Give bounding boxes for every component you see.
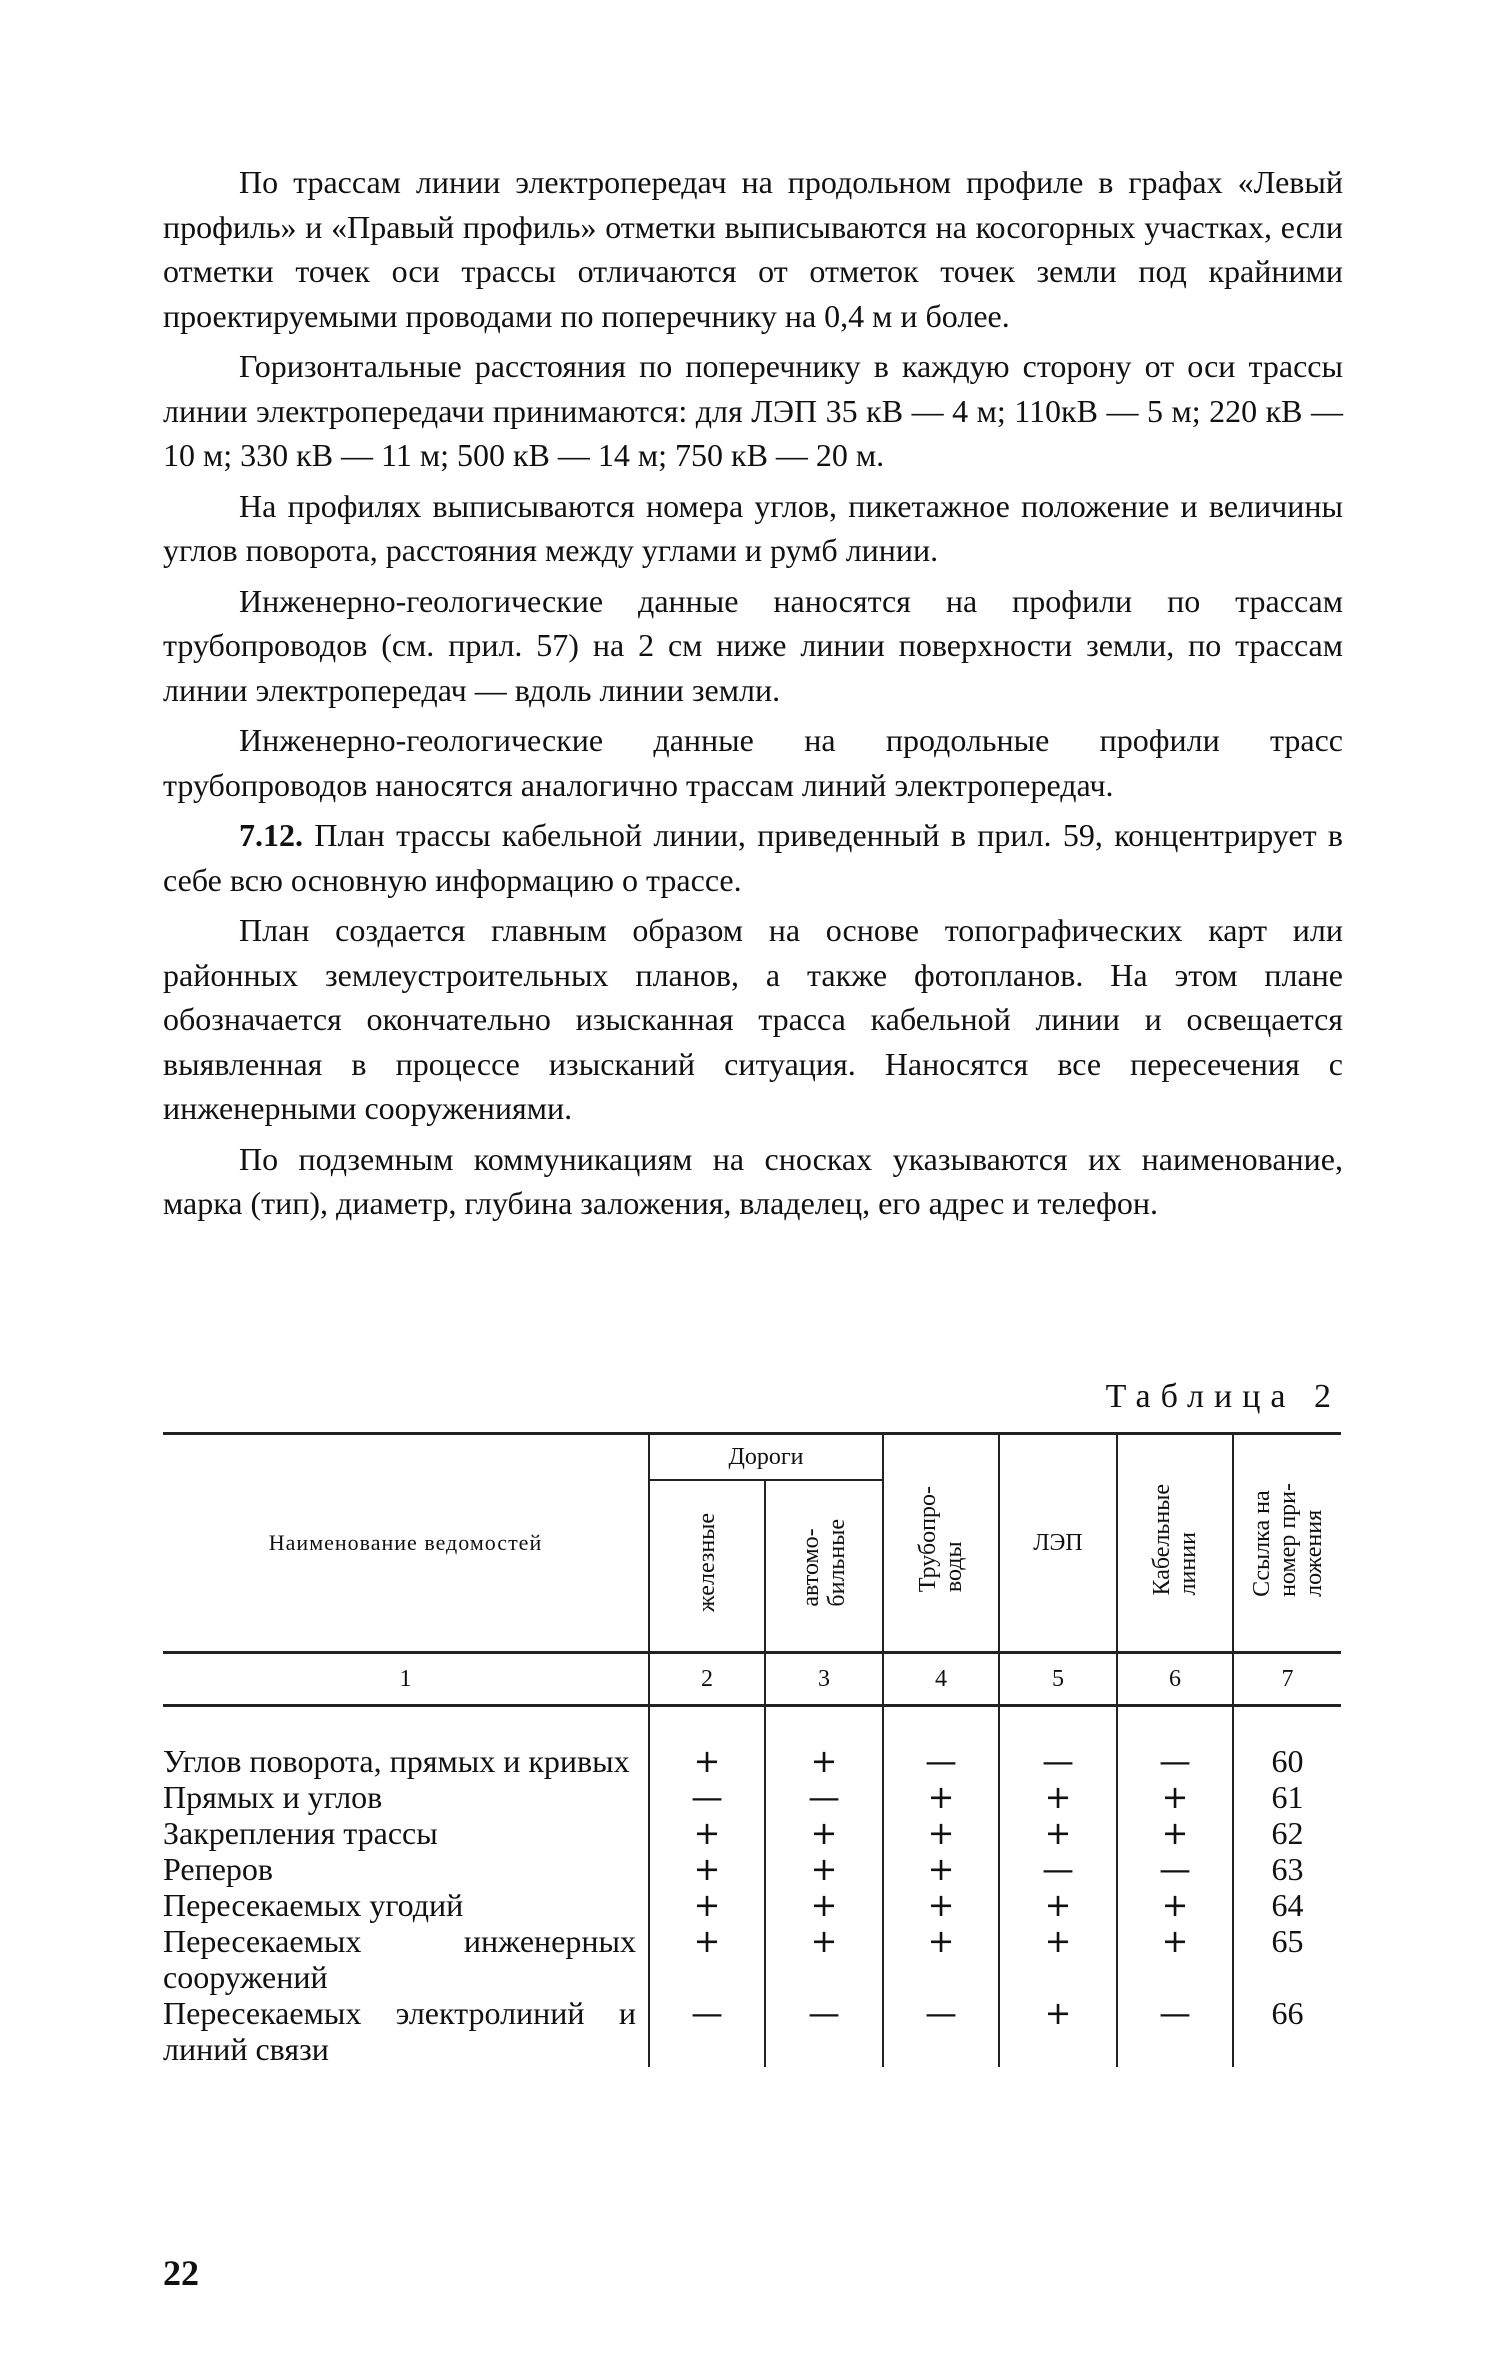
table-caption: Таблица 2: [1105, 1378, 1341, 1415]
paragraph: По трассам линии электропередач на продольном профиле в графах «Левый профиль» и «Правый профиль» отметки выписываются на косогорных участках, если отметки точек оси трассы отличаются от отметок точек земли под крайними проектируемыми проводами по поперечнику на 0,4 м и более.: [163, 164, 1343, 334]
column-number: 2: [649, 1653, 765, 1706]
table-row: Пересекаемых угодий + + + + + 64: [163, 1887, 1341, 1923]
column-number: 5: [999, 1653, 1117, 1706]
body-text: [163, 160, 1343, 1232]
column-number: 3: [765, 1653, 883, 1706]
paragraph: На профилях выписываются номера углов, пикетажное положение и величины углов поворота, расстояния между углами и румб линии.: [163, 487, 1343, 568]
table-row: Пересекаемых электролиний и линий связи — — — + — 66: [163, 1995, 1341, 2067]
paragraph: По подземным коммуникациям на сносках указываются их наименование, марка (тип), диаметр, глубина заложения, владелец, его адрес и телефон.: [163, 1140, 1343, 1221]
header-auto: автомо- бильные: [765, 1480, 883, 1653]
column-number: 6: [1117, 1653, 1233, 1706]
section-number: 7.12.: [239, 817, 303, 853]
header-rail: железные: [649, 1480, 765, 1653]
column-number: 1: [163, 1653, 649, 1706]
column-number: 7: [1233, 1653, 1341, 1706]
header-lep: ЛЭП: [999, 1434, 1117, 1653]
table-row: Закрепления трассы + + + + + 62: [163, 1815, 1341, 1851]
header-ref: Ссылка на номер при- ложения: [1233, 1434, 1341, 1653]
paragraph: Инженерно-геологические данные наносятся на профили по трассам трубопроводов (см. прил. 57) на 2 см ниже линии поверхности земли, по трассам линии электропередач — вдоль линии земли.: [163, 582, 1343, 708]
table-row: Пересекаемых инженерных сооружений + + + + + 65: [163, 1923, 1341, 1995]
header-roads-group: Дороги: [649, 1434, 883, 1481]
paragraph: План создается главным образом на основе топографических карт или районных землеустроительных планов, а также фотопланов. На этом плане обозначается окончательно изысканная трасса кабельной линии и освещается выявленная в процессе изысканий ситуация. Наносятся все пересечения с инженерными сооружениями.: [163, 912, 1343, 1126]
page-number: 22: [163, 2253, 199, 2293]
column-number: 4: [883, 1653, 999, 1706]
paragraph: Горизонтальные расстояния по поперечнику в каждую сторону от оси трассы линии электропередачи принимаются: для ЛЭП 35 кВ — 4 м; 110кВ — 5 м; 220 кВ — 10 м; 330 кВ — 11 м; 500 кВ — 14 м; 750 кВ — 20 м.: [163, 348, 1343, 473]
paragraph: Инженерно-геологические данные на продольные профили трасс трубопроводов наносятся аналогично трассам линий электропередач.: [163, 722, 1343, 803]
section-paragraph: [163, 813, 1343, 902]
table-row: Углов поворота, прямых и кривых + + — — — 60: [163, 1743, 1341, 1779]
header-pipes: Трубопро- воды: [883, 1434, 999, 1653]
table-row: Реперов + + + — — 63: [163, 1851, 1341, 1887]
table-row: Прямых и углов — — + + + 61: [163, 1779, 1341, 1815]
header-cable: Кабельные линии: [1117, 1434, 1233, 1653]
header-name: Наименование ведомостей: [163, 1434, 649, 1653]
statements-table: [163, 1432, 1341, 2067]
section-text: План трассы кабельной линии, приведенный в прил. 59, концентрирует в себе всю основную информацию о трассе.: [163, 817, 1344, 898]
